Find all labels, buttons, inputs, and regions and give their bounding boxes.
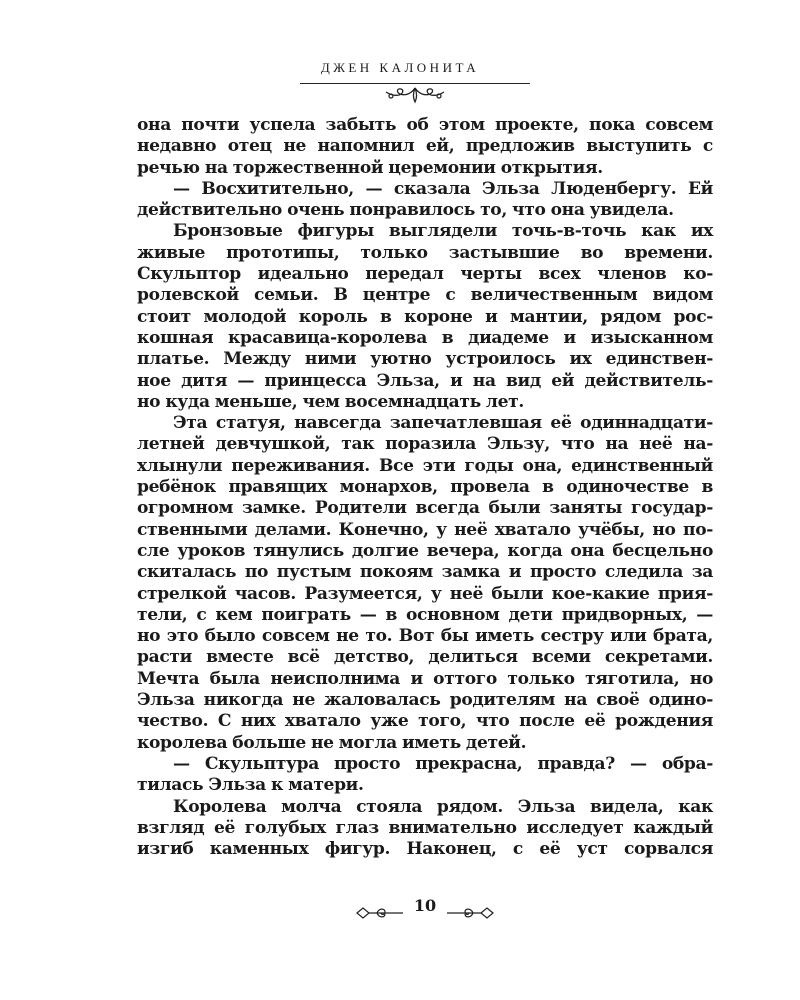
text-line: хлынули переживания. Все эти годы она, единственный [137,455,713,476]
text-line: королева больше не могла иметь детей. [137,732,527,753]
header-ornament-icon [383,86,447,104]
text-line: ролевской семьи. В центре с величественным видом [137,285,713,306]
text-line: стоит молодой король в короне и мантии, рядом рос- [137,306,713,327]
text-line: кошная красавица-королева в диадеме и изысканном [137,327,713,348]
text-line: изгиб каменных фигур. Наконец, с её уст сорвался [137,839,713,860]
text-line: ное дитя — принцесса Эльза, и на вид ей действитель- [137,370,713,391]
text-line: чество. С них хватало уже того, что после её рождения [137,711,713,732]
text-line: она почти успела забыть об этом проекте, пока совсем [137,115,713,135]
text-line: тели, с кем поиграть — в основном дети придворных, — [137,604,713,625]
text-line: ственными делами. Конечно, у неё хватало учёбы, но по- [137,519,713,540]
text-line: летней девчушкой, так поразила Эльзу, что на неё на- [137,434,713,455]
text-line: ребёнок правящих монархов, провела в одиночестве в [137,477,713,498]
text-line: Скульптор идеально передал черты всех членов ко- [137,264,713,285]
text-line: речью на торжественной церемонии открытия. [137,157,603,178]
text-line: платье. Между ними уютно устроилось их единствен- [137,349,713,370]
text-line: тилась Эльза к матери. [137,775,364,796]
running-header-author: ДЖЕН КАЛОНИТА [320,60,480,75]
text-line: расти вместе всё детство, делиться всеми секретами. [137,647,713,668]
text-line: но это было совсем не то. Вот бы иметь сестру или брата, [137,626,713,647]
text-line: Бронзовые фигуры выглядели точь-в-точь как их [173,221,713,242]
text-line: живые прототипы, только застывшие во времени. [137,242,713,263]
text-line: недавно отец не напомнил ей, предложив выступить с [137,136,713,157]
text-line: взгляд её голубых глаз внимательно исследует каждый [137,817,713,838]
text-line: действительно очень понравилось то, что она увидела. [137,200,674,221]
text-line: — Восхитительно, — сказала Эльза Люденбергу. Ей [173,178,713,199]
text-line: Мечта была неисполнима и оттого только тяготила, но [137,668,713,689]
text-line: Эльза никогда не жаловалась родителям на своё одино- [137,690,713,711]
page-number: 10 [413,896,437,915]
header-rule [300,83,530,84]
body-text [137,115,713,860]
footer-ornament-right-icon [445,905,495,921]
text-line: огромном замке. Родители всегда были заняты государ- [137,498,713,519]
text-line: но куда меньше, чем восемнадцать лет. [137,391,525,412]
text-line: Королева молча стояла рядом. Эльза видела, как [173,796,713,817]
text-line: — Скульптура просто прекрасна, правда? — обра- [173,753,713,774]
footer-ornament-left-icon [355,905,405,921]
text-line: Эта статуя, навсегда запечатлевшая её одиннадцати- [173,413,713,434]
text-line: скиталась по пустым покоям замка и просто следила за [137,562,713,583]
text-line: стрелкой часов. Разумеется, у неё были кое-какие прия- [137,583,713,604]
text-line: сле уроков тянулись долгие вечера, когда она бесцельно [137,540,713,561]
